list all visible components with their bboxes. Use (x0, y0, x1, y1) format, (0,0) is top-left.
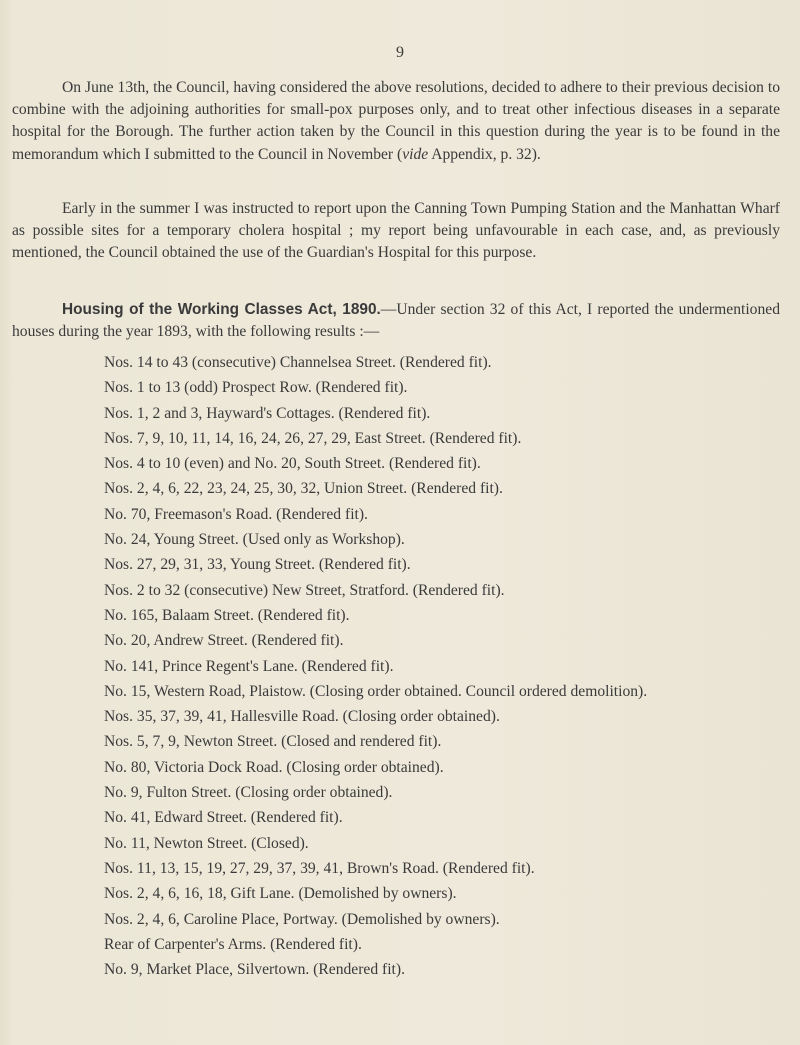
list-item: No. 9, Market Place, Silvertown. (Rendered fit). (104, 961, 405, 979)
list-item: Nos. 35, 37, 39, 41, Hallesville Road. (Closing order obtained). (104, 708, 500, 726)
houses-list (104, 350, 794, 982)
list-item: Nos. 5, 7, 9, Newton Street. (Closed and rendered fit). (104, 733, 442, 751)
list-item: Nos. 2, 4, 6, 16, 18, Gift Lane. (Demolished by owners). (104, 885, 457, 903)
list-item: No. 24, Young Street. (Used only as Workshop). (104, 531, 405, 549)
list-item: No. 141, Prince Regent's Lane. (Rendered fit). (104, 657, 394, 675)
list-item: Rear of Carpenter's Arms. (Rendered fit). (104, 935, 362, 953)
list-item: No. 15, Western Road, Plaistow. (Closing order obtained. Council ordered demolition). (104, 682, 648, 700)
paragraph-text: Early in the summer I was instructed to report upon the Canning Town Pumping Station and the Manhattan Wharf as possible sites for a temporary cholera hospital ; my report being unfavourable in each case, and, as previously mentioned, the Council obtained the use of the Guardian's Hospital for this purpose. (12, 200, 780, 262)
section-heading: Housing of the Working Classes Act, 1890. (62, 301, 381, 318)
list-item: Nos. 4 to 10 (even) and No. 20, South Street. (Rendered fit). (104, 455, 481, 473)
paragraph-text-end: Appendix, p. 32). (428, 145, 541, 163)
list-item: No. 11, Newton Street. (Closed). (104, 834, 309, 852)
list-item: No. 80, Victoria Dock Road. (Closing order obtained). (104, 758, 444, 776)
list-item: Nos. 27, 29, 31, 33, Young Street. (Rendered fit). (104, 556, 411, 574)
list-item: Nos. 1 to 13 (odd) Prospect Row. (Rendered fit). (104, 379, 408, 397)
list-item: Nos. 1, 2 and 3, Hayward's Cottages. (Rendered fit). (104, 404, 431, 422)
list-item: Nos. 2 to 32 (consecutive) New Street, Stratford. (Rendered fit). (104, 581, 505, 599)
paragraph-housing-act (12, 299, 780, 343)
paragraph-council-decision: On June 13th, the Council, having considered the above resolutions, decided to adhere to their previous decision to combine with the adjoining authorities for small-pox purposes only, and to treat other infectious diseases in a separate hospital for the Borough. The further action taken by the Council in this question during the year is to be found in the memorandum which I submitted to the Council in November (vide Appendix, p. 32). (12, 79, 780, 163)
list-item: Nos. 2, 4, 6, Caroline Place, Portway. (Demolished by owners). (104, 910, 500, 928)
list-item: No. 165, Balaam Street. (Rendered fit). (104, 606, 350, 624)
list-item: No. 70, Freemason's Road. (Rendered fit). (104, 505, 368, 523)
list-item: No. 9, Fulton Street. (Closing order obtained). (104, 784, 393, 802)
paragraph-cholera-hospital (12, 198, 780, 265)
list-item: No. 41, Edward Street. (Rendered fit). (104, 809, 343, 827)
list-item: Nos. 14 to 43 (consecutive) Channelsea Street. (Rendered fit). (104, 354, 492, 371)
list-item: Nos. 7, 9, 10, 11, 14, 16, 24, 26, 27, 29, East Street. (Rendered fit). (104, 429, 522, 447)
vide-italic: vide (402, 145, 429, 163)
list-item: Nos. 11, 13, 15, 19, 27, 29, 37, 39, 41, Brown's Road. (Rendered fit). (104, 859, 535, 877)
list-item: Nos. 2, 4, 6, 22, 23, 24, 25, 30, 32, Union Street. (Rendered fit). (104, 480, 503, 498)
list-item: No. 20, Andrew Street. (Rendered fit). (104, 632, 344, 650)
paragraph-text: On June 13th, the Council, having considered the above resolutions, decided to adhere to their previous decision to combine with the adjoining authorities for small-pox purposes only, and to treat other infectious diseases in a separate hospital for the Borough. The further action taken by the Council in this question during the year is to be found in the memorandum which I submitted to the Council in November (12, 79, 780, 163)
page-number: 9 (396, 44, 404, 61)
paragraph-text: —Under section 32 of this Act, I reported the undermentioned houses during the year 1893, with the following results :— (12, 301, 780, 341)
